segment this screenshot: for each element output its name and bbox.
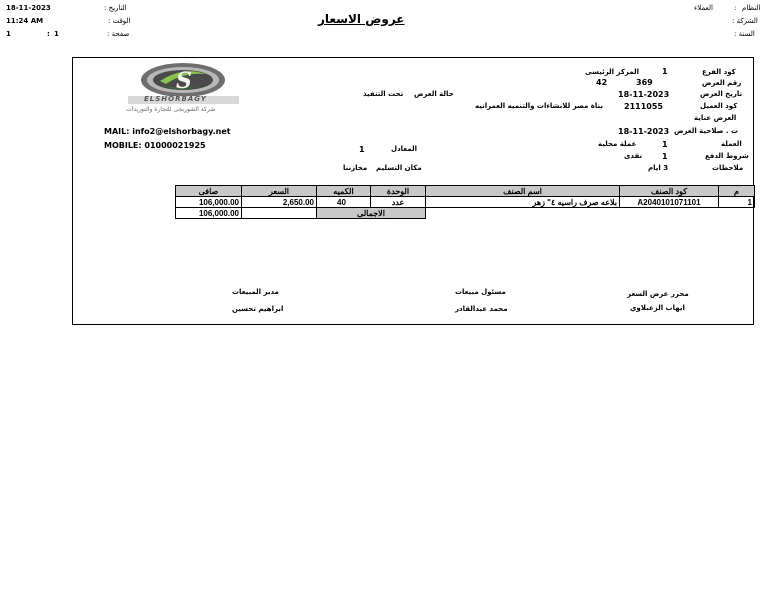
company-logo <box>114 60 253 120</box>
page-number-value: 1 <box>6 30 11 38</box>
branch-code-value: 1 <box>662 67 668 76</box>
delivery-place-label: مكان التسليم <box>376 164 422 172</box>
row-unit: عدد <box>371 197 426 208</box>
svg-text:S: S <box>176 68 192 94</box>
offer-number-value: 369 <box>636 78 653 87</box>
exchange-rate-label: المعادل <box>391 145 417 153</box>
page-title: عروض الاسعار <box>318 12 405 26</box>
row-price: 2,650.00 <box>242 197 317 208</box>
total-empty <box>426 208 755 219</box>
header-item-name: اسم الصنف <box>426 186 620 197</box>
year-label: السنة : <box>734 30 755 38</box>
system-label: النظام <box>742 4 761 12</box>
currency-name-value: عملة محلية <box>598 140 637 148</box>
validity-label: ت . صلاحية العرض <box>674 127 738 135</box>
sales-manager-title: مدير المبيعات <box>232 288 279 296</box>
print-time-label: الوقت : <box>108 17 131 25</box>
row-item-code: A2040101071101 <box>620 197 719 208</box>
sales-manager-name: ابراهيم تحسين <box>232 305 284 313</box>
delivery-place-value: مخازننا <box>343 164 368 172</box>
header-index: م <box>719 186 755 197</box>
offer-attention-label: العرض عناية <box>694 114 737 122</box>
payment-name-value: نقدى <box>624 152 643 160</box>
header-unit: الوحدة <box>371 186 426 197</box>
system-value: العملاء <box>694 4 713 12</box>
row-net: 106,000.00 <box>176 197 242 208</box>
sales-officer-name: محمد عبدالقادر <box>455 305 508 313</box>
total-label: الاجمالى <box>317 208 426 219</box>
currency-code-value: 1 <box>662 140 668 149</box>
print-date-label: التاريخ : <box>104 4 127 12</box>
quote-writer-title: محرر عرض السعر <box>627 290 689 298</box>
table-total-row <box>176 208 755 219</box>
branch-name-value: المركز الرئيسى <box>585 68 640 76</box>
header-item-code: كود الصنف <box>620 186 719 197</box>
page-separator: : <box>47 30 50 38</box>
logo-brand-text: ELSHORBAGY <box>144 95 207 103</box>
offer-date-label: تاريخ العرض <box>700 90 743 98</box>
customer-code-value: 2111055 <box>624 102 663 111</box>
system-colon: : <box>734 4 737 12</box>
offer-date-value: 18-11-2023 <box>618 90 670 99</box>
items-table <box>175 185 755 219</box>
row-item-name: بلاعه صرف راسيه ٤" زهر <box>426 197 620 208</box>
offer-status-value: تحت التنفيذ <box>363 90 404 98</box>
row-index: 1 <box>719 197 755 208</box>
company-label: الشركة : <box>732 17 758 25</box>
total-spacer <box>242 208 317 219</box>
offer-number-label: رقم العرض <box>702 79 742 87</box>
table-row <box>176 197 755 208</box>
page-label: صفحة : <box>107 30 130 38</box>
contact-mobile: MOBILE: 01000021925 <box>104 141 206 150</box>
exchange-rate-value: 1 <box>359 145 365 154</box>
header-net: صافى <box>176 186 242 197</box>
page-total-value: 1 <box>54 30 59 38</box>
branch-code-label: كود الفرع <box>702 68 736 76</box>
offer-status-label: حالة العرض <box>414 90 454 98</box>
sales-officer-title: مسئول مبيعات <box>455 288 506 296</box>
print-time-value: 11:24 AM <box>6 17 44 25</box>
payment-code-value: 1 <box>662 152 668 161</box>
payment-terms-label: شروط الدفع <box>705 152 749 160</box>
header-price: السعر <box>242 186 317 197</box>
customer-name-value: بناة مصر للانشاءات والتنميه العمرانيه <box>475 102 603 110</box>
print-date-value: 18-11-2023 <box>6 4 51 12</box>
total-value: 106,000.00 <box>176 208 242 219</box>
quote-writer-name: ايهاب الزعبلاوي <box>630 304 685 312</box>
row-qty: 40 <box>317 197 371 208</box>
table-header-row <box>176 186 755 197</box>
currency-label: العملة <box>721 140 742 148</box>
notes-label: ملاحظات <box>712 164 744 172</box>
validity-value: 18-11-2023 <box>618 127 670 136</box>
contact-mail: MAIL: info2@elshorbagy.net <box>104 127 231 136</box>
notes-value: 3 ايام <box>648 164 669 172</box>
logo-arabic-text: شركة الشوربجى للتجارة والتوريدات <box>126 106 216 113</box>
header-qty: الكميه <box>317 186 371 197</box>
customer-code-label: كود العميل <box>700 102 738 110</box>
offer-sub-number-value: 42 <box>596 78 608 87</box>
